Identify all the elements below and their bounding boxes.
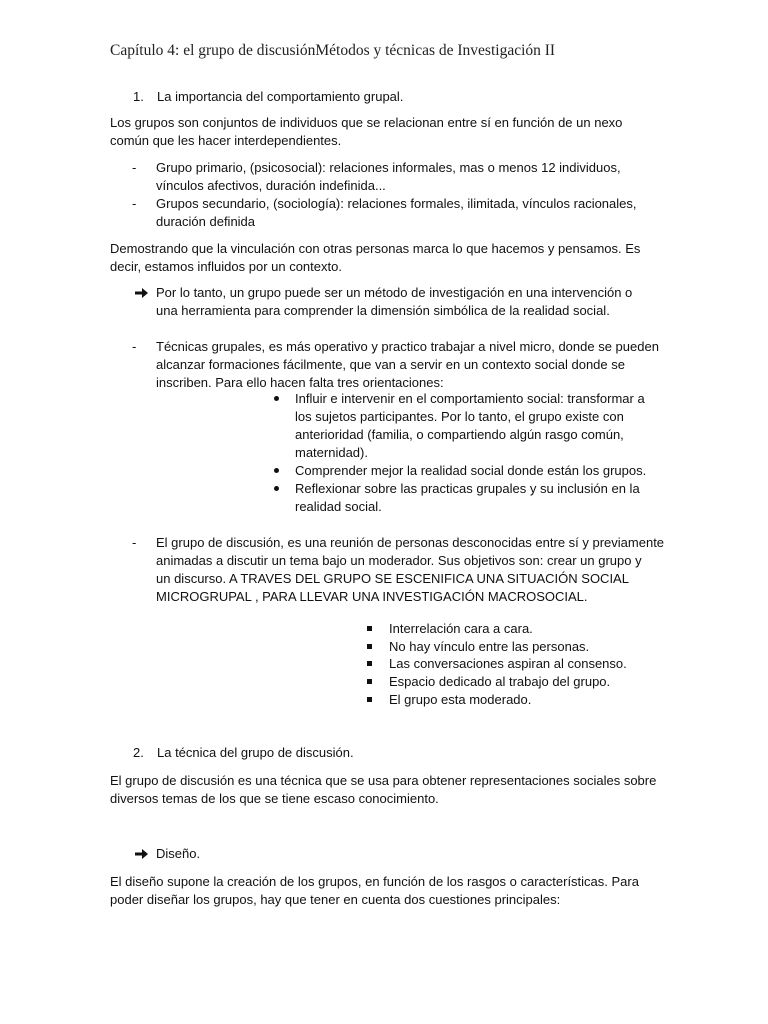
dash-item-1-line-2: vínculos afectivos, duración indefinida...: [156, 178, 386, 193]
intro-line-2: común que les hacer interdependientes.: [110, 133, 342, 148]
section2-para-line-2: diversos temas de los que se tiene escaso conocimiento.: [110, 791, 439, 806]
grupo-line-1: El grupo de discusión, es una reunión de personas desconocidas entre sí y previamente: [156, 535, 665, 550]
tecnicas-line-2: alcanzar formaciones fácilmente, que van a servir en un contexto social donde se: [156, 357, 625, 372]
characteristic-3: Las conversaciones aspiran al consenso.: [389, 656, 627, 671]
dash-marker: -: [132, 196, 137, 211]
diseno-line-2: poder diseñar los grupos, hay que tener en cuenta dos cuestiones principales:: [110, 892, 561, 907]
square-bullet-icon: [367, 661, 372, 666]
orientation-3-line-1: Reflexionar sobre las practicas grupales y su inclusión en la: [295, 481, 640, 496]
grupo-line-2: animadas a discutir un tema bajo un moderador. Sus objetivos son: crear un grupo y: [156, 553, 642, 568]
tecnicas-line-1: Técnicas grupales, es más operativo y practico trabajar a nivel micro, donde se pueden: [156, 339, 659, 354]
square-bullet-icon: [367, 697, 372, 702]
arrow-right-icon: [135, 287, 149, 299]
orientation-1-line-3: anterioridad (familia, o compartiendo algún rasgo común,: [295, 427, 624, 442]
square-bullet-icon: [367, 626, 372, 631]
section-1-heading: La importancia del comportamiento grupal.: [157, 89, 404, 104]
dash-marker: -: [132, 160, 137, 175]
arrow-item-line-2: una herramienta para comprender la dimensión simbólica de la realidad social.: [156, 303, 610, 318]
arrow-right-icon: [135, 848, 149, 860]
square-bullet-icon: [367, 679, 372, 684]
grupo-line-4: MICROGRUPAL , PARA LLEVAR UNA INVESTIGACIÓN MACROSOCIAL.: [156, 589, 588, 604]
orientation-1-line-1: Influir e intervenir en el comportamiento social: transformar a: [295, 391, 645, 406]
dash-item-2-line-2: duración definida: [156, 214, 256, 229]
section2-para-line-1: El grupo de discusión es una técnica que se usa para obtener representaciones sociales sobre: [110, 773, 657, 788]
bullet-icon: [274, 396, 279, 401]
para2-line-1: Demostrando que la vinculación con otras personas marca lo que hacemos y pensamos. Es: [110, 241, 641, 256]
dash-marker: -: [132, 339, 137, 354]
characteristic-1: Interrelación cara a cara.: [389, 621, 533, 636]
bullet-icon: [274, 468, 279, 473]
characteristic-4: Espacio dedicado al trabajo del grupo.: [389, 674, 611, 689]
intro-line-1: Los grupos son conjuntos de individuos que se relacionan entre sí en función de un nexo: [110, 115, 623, 130]
orientation-3-line-2: realidad social.: [295, 499, 382, 514]
tecnicas-line-3: inscriben. Para ello hacen falta tres orientaciones:: [156, 375, 444, 390]
characteristic-5: El grupo esta moderado.: [389, 692, 532, 707]
orientation-1-line-2: los sujetos participantes. Por lo tanto, el grupo existe con: [295, 409, 624, 424]
square-bullet-icon: [367, 644, 372, 649]
section-2-number: 2.: [133, 745, 144, 760]
dash-item-1-line-1: Grupo primario, (psicosocial): relaciones informales, mas o menos 12 individuos,: [156, 160, 621, 175]
dash-marker: -: [132, 535, 137, 550]
characteristic-2: No hay vínculo entre las personas.: [389, 639, 590, 654]
grupo-line-3: un discurso. A TRAVES DEL GRUPO SE ESCENIFICA UNA SITUACIÓN SOCIAL: [156, 571, 629, 586]
section-1-number: 1.: [133, 89, 144, 104]
orientation-2-line-1: Comprender mejor la realidad social donde están los grupos.: [295, 463, 647, 478]
arrow-item-line-1: Por lo tanto, un grupo puede ser un método de investigación en una intervención o: [156, 285, 633, 300]
diseno-line-1: El diseño supone la creación de los grupos, en función de los rasgos o características. Para: [110, 874, 639, 889]
dash-item-2-line-1: Grupos secundario, (sociología): relaciones formales, ilimitada, vínculos racionales,: [156, 196, 637, 211]
orientation-1-line-4: maternidad).: [295, 445, 368, 460]
diseno-heading: Diseño.: [156, 846, 201, 861]
bullet-icon: [274, 486, 279, 491]
page-header: Capítulo 4: el grupo de discusiónMétodos y técnicas de Investigación II: [110, 42, 556, 59]
section-2-heading: La técnica del grupo de discusión.: [157, 745, 354, 760]
para2-line-2: decir, estamos influidos por un contexto.: [110, 259, 342, 274]
